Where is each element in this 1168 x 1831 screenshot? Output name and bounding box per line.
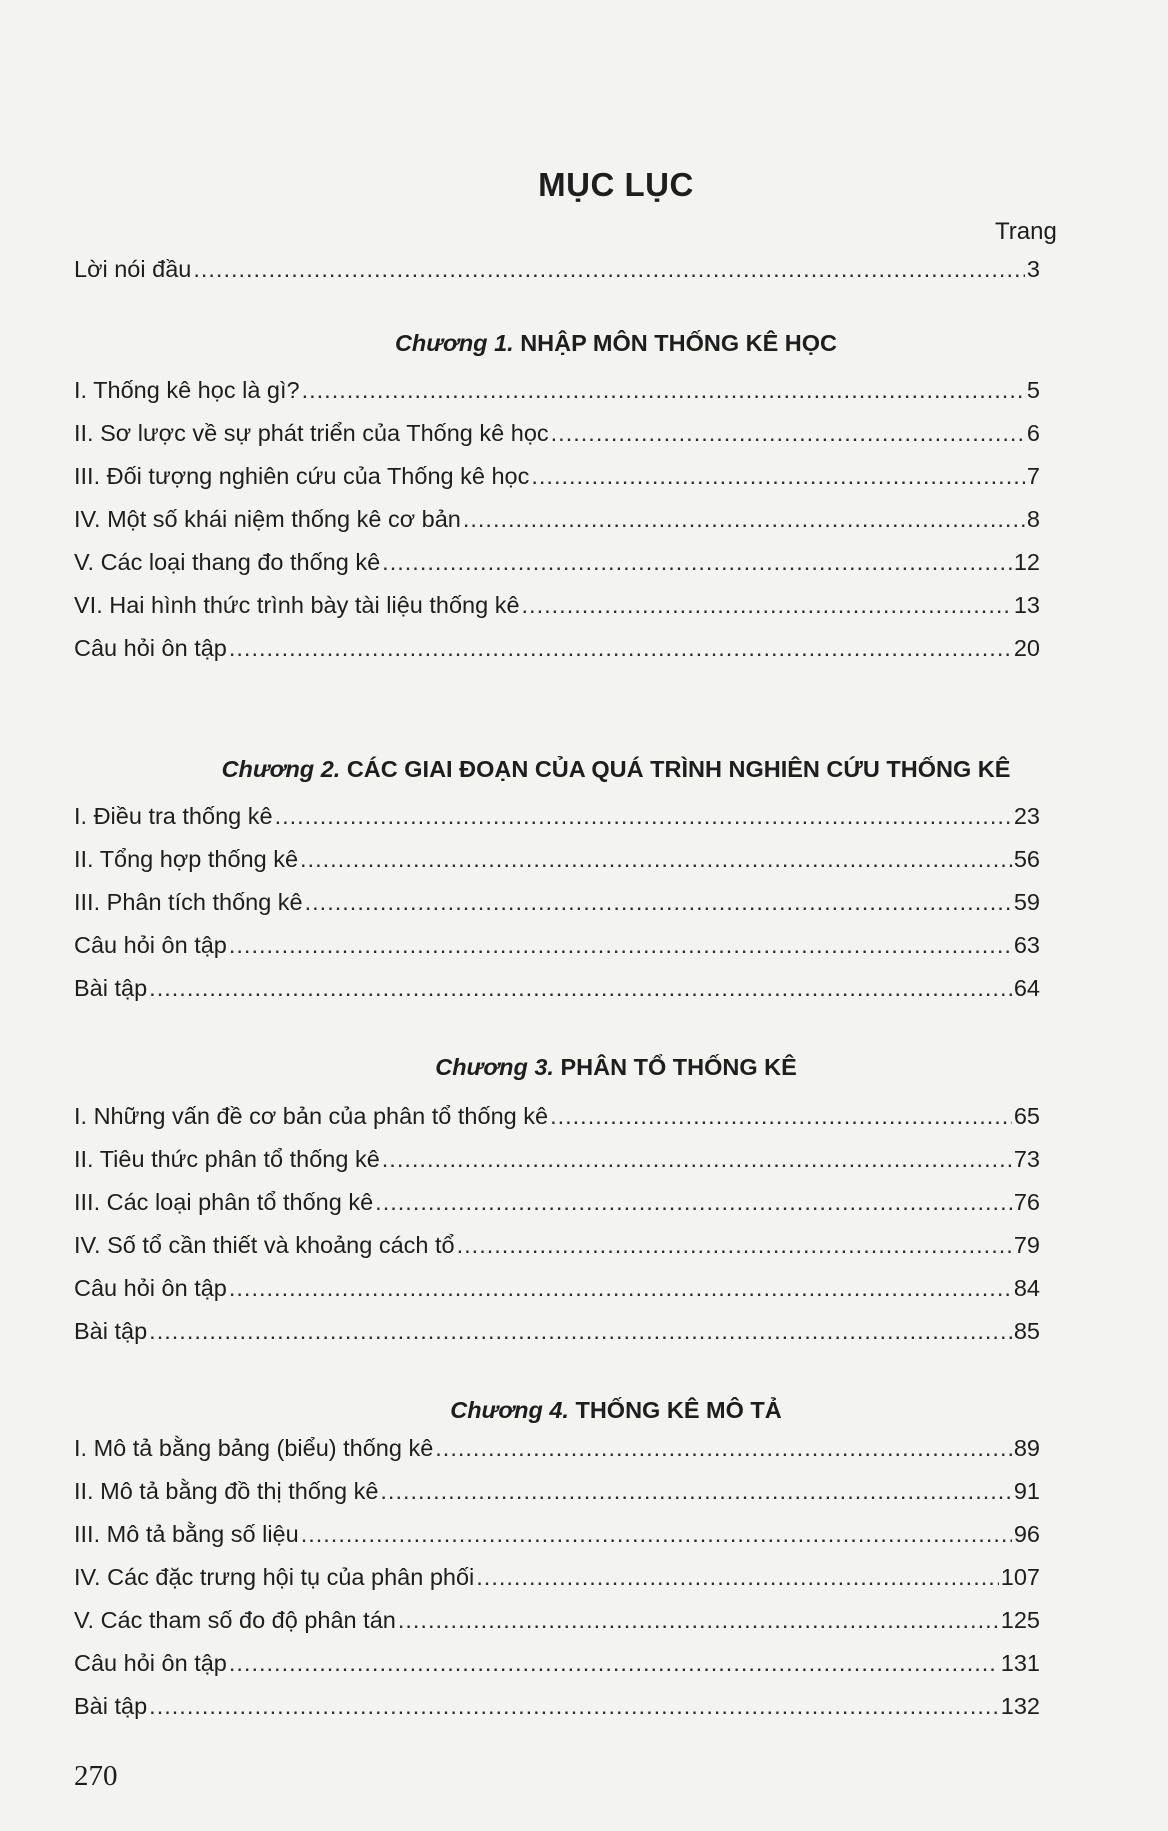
toc-entry-page: 63 <box>1013 932 1040 958</box>
toc-entry-label: I. Mô tả bằng bảng (biểu) thống kê <box>74 1435 434 1461</box>
toc-entry-page: 20 <box>1013 635 1040 661</box>
dot-leader <box>531 463 1025 490</box>
toc-entry[interactable] <box>74 377 1040 407</box>
chapter-prefix: Chương 4. <box>450 1397 569 1423</box>
dot-leader <box>476 1564 999 1591</box>
toc-entry-page: 8 <box>1026 506 1040 532</box>
toc-entry-label: I. Thống kê học là gì? <box>74 377 300 403</box>
page-title: MỤC LỤC <box>538 166 694 203</box>
toc-entry-page: 59 <box>1013 889 1040 915</box>
toc-entry-label: Bài tập <box>74 975 148 1001</box>
toc-entry-page: 23 <box>1013 803 1040 829</box>
toc-entry-label: IV. Số tổ cần thiết và khoảng cách tổ <box>74 1232 455 1258</box>
toc-entry-page: 7 <box>1026 463 1040 489</box>
toc-entry-label: VI. Hai hình thức trình bày tài liệu thống kê <box>74 592 520 618</box>
chapter-1-heading <box>0 330 1168 357</box>
toc-entry-page: 84 <box>1013 1275 1040 1301</box>
dot-leader <box>382 1146 1012 1173</box>
dot-leader <box>457 1232 1012 1259</box>
toc-entry[interactable] <box>74 1318 1040 1348</box>
dot-leader <box>398 1607 999 1634</box>
toc-entry-label: Bài tập <box>74 1693 148 1719</box>
toc-entry[interactable] <box>74 1564 1040 1594</box>
toc-entry[interactable] <box>74 1103 1040 1133</box>
toc-entry-label: Câu hỏi ôn tập <box>74 1650 227 1676</box>
toc-entry[interactable] <box>74 592 1040 622</box>
toc-entry-page: 89 <box>1013 1435 1040 1461</box>
toc-entry[interactable] <box>74 1232 1040 1262</box>
toc-entry-page: 6 <box>1026 420 1040 446</box>
chapter-3-heading <box>0 1054 1168 1081</box>
toc-entry-label: II. Sơ lược về sự phát triển của Thống kê học <box>74 420 549 446</box>
toc-entry[interactable] <box>74 889 1040 919</box>
toc-entry[interactable] <box>74 803 1040 833</box>
toc-entry-page: 131 <box>1000 1650 1040 1676</box>
toc-entry[interactable] <box>74 1650 1040 1680</box>
toc-entry-label: V. Các tham số đo độ phân tán <box>74 1607 396 1633</box>
toc-entry-page: 76 <box>1013 1189 1040 1215</box>
dot-leader <box>551 420 1025 447</box>
dot-leader <box>229 1650 999 1677</box>
dot-leader <box>193 256 1025 283</box>
toc-entry-page: 79 <box>1013 1232 1040 1258</box>
dot-leader <box>149 975 1012 1002</box>
toc-entry-intro[interactable] <box>74 256 1040 286</box>
dot-leader <box>380 1478 1011 1505</box>
dot-leader <box>382 549 1012 576</box>
page-column-header: Trang <box>995 218 1057 245</box>
page-number: 270 <box>74 1760 118 1792</box>
toc-entry-page: 91 <box>1013 1478 1040 1504</box>
chapter-prefix: Chương 3. <box>435 1054 554 1080</box>
dot-leader <box>275 803 1012 830</box>
toc-entry[interactable] <box>74 1146 1040 1176</box>
toc-entry[interactable] <box>74 846 1040 876</box>
toc-entry-label: Lời nói đầu <box>74 256 192 282</box>
toc-entry[interactable] <box>74 1435 1040 1465</box>
toc-entry-label: II. Tổng hợp thống kê <box>74 846 299 872</box>
toc-entry[interactable] <box>74 1189 1040 1219</box>
dot-leader <box>302 377 1025 404</box>
toc-entry[interactable] <box>74 1693 1040 1723</box>
dot-leader <box>435 1435 1012 1462</box>
dot-leader <box>229 635 1012 662</box>
chapter-prefix: Chương 2. <box>221 756 341 782</box>
dot-leader <box>375 1189 1012 1216</box>
toc-entry[interactable] <box>74 975 1040 1005</box>
toc-entry-page: 125 <box>1000 1607 1040 1633</box>
toc-entry-label: III. Mô tả bằng số liệu <box>74 1521 299 1547</box>
toc-entry[interactable] <box>74 1521 1040 1551</box>
chapter-4-heading <box>0 1397 1168 1424</box>
toc-entry[interactable] <box>74 1478 1040 1508</box>
dot-leader <box>463 506 1025 533</box>
dot-leader <box>301 1521 1012 1548</box>
toc-entry-label: IV. Một số khái niệm thống kê cơ bản <box>74 506 461 532</box>
dot-leader <box>229 1275 1012 1302</box>
toc-entry[interactable] <box>74 1607 1040 1637</box>
dot-leader <box>149 1693 999 1720</box>
toc-entry-label: Câu hỏi ôn tập <box>74 932 227 958</box>
toc-entry-label: III. Các loại phân tổ thống kê <box>74 1189 374 1215</box>
toc-entry-label: II. Mô tả bằng đồ thị thống kê <box>74 1478 379 1504</box>
toc-entry[interactable] <box>74 420 1040 450</box>
toc-entry-label: I. Những vấn đề cơ bản của phân tổ thống kê <box>74 1103 549 1129</box>
toc-entry-label: V. Các loại thang đo thống kê <box>74 549 381 575</box>
toc-entry-page: 132 <box>1000 1693 1040 1719</box>
toc-entry-label: Câu hỏi ôn tập <box>74 635 227 661</box>
toc-entry-page: 56 <box>1013 846 1040 872</box>
toc-entry[interactable] <box>74 635 1040 665</box>
toc-entry-page: 65 <box>1013 1103 1040 1129</box>
chapter-prefix: Chương 1. <box>394 330 514 356</box>
dot-leader <box>522 592 1012 619</box>
toc-entry-label: II. Tiêu thức phân tổ thống kê <box>74 1146 380 1172</box>
chapter-title: PHÂN TỔ THỐNG KÊ <box>560 1054 797 1080</box>
chapter-title: NHẬP MÔN THỐNG KÊ HỌC <box>520 330 838 356</box>
toc-entry-page: 107 <box>1000 1564 1040 1590</box>
toc-entry-page: 3 <box>1026 256 1040 282</box>
toc-entry[interactable] <box>74 506 1040 536</box>
dot-leader <box>305 889 1012 916</box>
toc-entry-page: 73 <box>1013 1146 1040 1172</box>
toc-entry-page: 64 <box>1013 975 1040 1001</box>
dot-leader <box>300 846 1012 873</box>
chapter-2-heading <box>0 756 1168 783</box>
toc-entry[interactable] <box>74 932 1040 962</box>
toc-entry-label: I. Điều tra thống kê <box>74 803 273 829</box>
toc-entry[interactable] <box>74 463 1040 493</box>
toc-entry-page: 85 <box>1013 1318 1040 1344</box>
chapter-title: THỐNG KÊ MÔ TẢ <box>575 1397 782 1423</box>
toc-entry-label: IV. Các đặc trưng hội tụ của phân phối <box>74 1564 475 1590</box>
toc-entry-label: Câu hỏi ôn tập <box>74 1275 227 1301</box>
toc-entry-label: III. Phân tích thống kê <box>74 889 303 915</box>
dot-leader <box>229 932 1012 959</box>
toc-entry-page: 96 <box>1013 1521 1040 1547</box>
toc-entry-page: 13 <box>1013 592 1040 618</box>
dot-leader <box>550 1103 1012 1130</box>
toc-entry[interactable] <box>74 1275 1040 1305</box>
chapter-title: CÁC GIAI ĐOẠN CỦA QUÁ TRÌNH NGHIÊN CỨU THỐNG KÊ <box>346 756 1011 782</box>
dot-leader <box>149 1318 1012 1345</box>
toc-entry-page: 12 <box>1013 549 1040 575</box>
toc-entry[interactable] <box>74 549 1040 579</box>
toc-entry-label: Bài tập <box>74 1318 148 1344</box>
toc-entry-label: III. Đối tượng nghiên cứu của Thống kê học <box>74 463 530 489</box>
toc-entry-page: 5 <box>1026 377 1040 403</box>
